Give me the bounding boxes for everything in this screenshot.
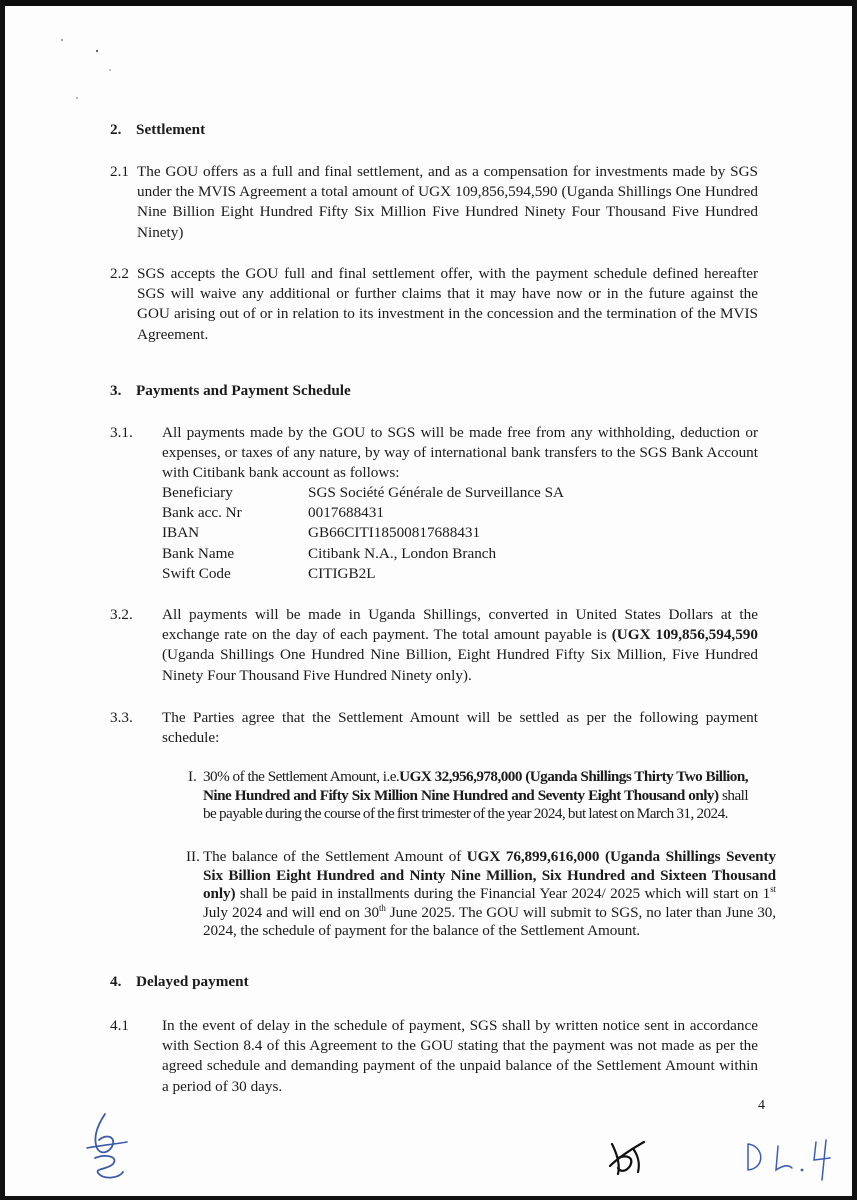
bank-row-swift <box>162 564 564 584</box>
clause-2-1-number: 2.1 <box>110 163 129 180</box>
section-3-heading <box>110 381 351 401</box>
schedule-item-1-part: 30% of the Settlement Amount, i.e. <box>203 768 400 785</box>
bank-label: Bank Name <box>162 544 235 562</box>
clause-2-2-text: SGS accepts the GOU full and final settlement offer, with the payment schedule defined hereafter SGS will waive any additional or further claims that it may have now or in the future against the GOU arising out of or in relation to its investment in the concession and the termination of the MVIS Agreement. <box>137 265 758 343</box>
bank-details-table <box>162 483 564 584</box>
handwritten-initials-center <box>604 1136 652 1180</box>
section-3-title: Payments and Payment Schedule <box>136 382 351 399</box>
bank-value: GB66CITI18500817688431 <box>308 524 481 542</box>
bank-label: IBAN <box>162 524 200 542</box>
bank-label: Swift Code <box>162 564 231 582</box>
section-2-title: Settlement <box>136 121 206 138</box>
superscript: th <box>378 902 386 913</box>
bank-value: Citibank N.A., London Branch <box>308 544 497 562</box>
clause-3-2-text-part: All payments will be made in Uganda Shillings, converted in United States Dollars at the exchange rate on the day of each payment. The total amount payable is <box>162 606 758 644</box>
schedule-item-2-part: shall be paid in installments during the Financial Year 2024/ 2025 which will start on 1 <box>235 885 771 902</box>
clause-3-1-text: All payments made by the GOU to SGS will be made free from any withholding, deduction or expenses, or taxes of any nature, by way of international bank transfers to the SGS Bank Account with Citibank bank account as follows: <box>162 424 758 482</box>
schedule-item-1-number: I. <box>188 768 197 785</box>
schedule-item-2-part: July 2024 and will end on 30 <box>203 903 379 921</box>
bank-row-beneficiary <box>162 483 564 503</box>
schedule-item-2-number: II. <box>186 848 200 865</box>
bank-value: 0017688431 <box>308 504 384 522</box>
clause-4-1-text: In the event of delay in the schedule of payment, SGS shall by written notice sent in accordance with Section 8.4 of this Agreement to the GOU stating that the payment was not made as per the agreed schedule and demanding payment of the unpaid balance of the Settlement Amount within a period of 30 days. <box>162 1017 758 1095</box>
section-4-heading <box>110 972 249 992</box>
clause-3-3-number: 3.3. <box>110 709 133 726</box>
clause-3-2-amount: (UGX 109,856,594,590 <box>611 626 758 644</box>
bank-label: Beneficiary <box>162 484 233 501</box>
section-2-number: 2. <box>110 121 122 138</box>
page-number: 4 <box>758 1098 765 1113</box>
schedule-item-2-amount: UGX 76,899,616,000 (Uganda Shillings Seventy Six Billion Eight Hundred and Ninty Nine Million, Six Hundred and Sixteen Thousand only) <box>203 848 776 902</box>
clause-2-1-text: The GOU offers as a full and final settlement, and as a compensation for investments made by SGS under the MVIS Agreement a total amount of UGX 109,856,594,590 (Uganda Shillings One Hundred Nine Billion Eight Hundred Fifty Six Million Five Hundred Ninety Four Thousand Five Hundred Ninety) <box>137 163 758 241</box>
bank-row-iban <box>162 523 564 543</box>
bank-row-bank-name <box>162 544 564 564</box>
clause-2-2-number: 2.2 <box>110 265 129 282</box>
bank-value: SGS Société Générale de Surveillance SA <box>308 484 565 501</box>
scan-border-right <box>852 0 857 1200</box>
schedule-item-2-part: June 2025. The GOU will submit to SGS, no later than June 30, 2024, the schedule of payment for the balance of the Settlement Amount. <box>203 903 776 939</box>
section-4-number: 4. <box>110 973 122 990</box>
scan-border-left <box>0 0 5 1200</box>
clause-3-2-text-part: (Uganda Shillings One Hundred Nine Billion, Eight Hundred Fifty Six Million, Five Hundred Ninety Four Thousand Five Hundred Ninety only). <box>162 646 758 684</box>
bank-row-account <box>162 503 564 523</box>
schedule-item-1-amount: UGX 32,956,978,000 (Uganda Shillings Thirty Two Billion, Nine Hundred and Fifty Six Million Nine Hundred and Seventy Eight Thousand only) <box>203 768 748 804</box>
bank-value: CITIGB2L <box>308 564 376 582</box>
scan-specks <box>0 0 857 110</box>
section-3-number: 3. <box>110 382 122 399</box>
handwritten-initials-left <box>75 1108 145 1188</box>
superscript: st <box>770 883 776 894</box>
clause-3-1-number: 3.1. <box>110 424 133 441</box>
section-4-title: Delayed payment <box>136 973 249 990</box>
clause-3-3-text: The Parties agree that the Settlement Amount will be settled as per the following payment schedule: <box>162 709 758 747</box>
bank-label: Bank acc. Nr <box>162 504 242 522</box>
clause-3-2-text <box>162 605 758 686</box>
section-2-heading <box>110 120 205 140</box>
schedule-item-1-part: shall be payable during the course of the first trimester of the year 2024, but latest on March 31, 2024. <box>203 786 748 822</box>
clause-3-2-number: 3.2. <box>110 606 133 623</box>
clause-4-1-number: 4.1 <box>110 1017 129 1034</box>
schedule-item-1-text <box>203 768 748 824</box>
schedule-item-2-part: The balance of the Settlement Amount of <box>203 848 467 865</box>
schedule-item-2-text <box>203 848 776 941</box>
scan-border-bottom <box>0 1196 857 1200</box>
handwritten-initials-right <box>742 1136 842 1184</box>
